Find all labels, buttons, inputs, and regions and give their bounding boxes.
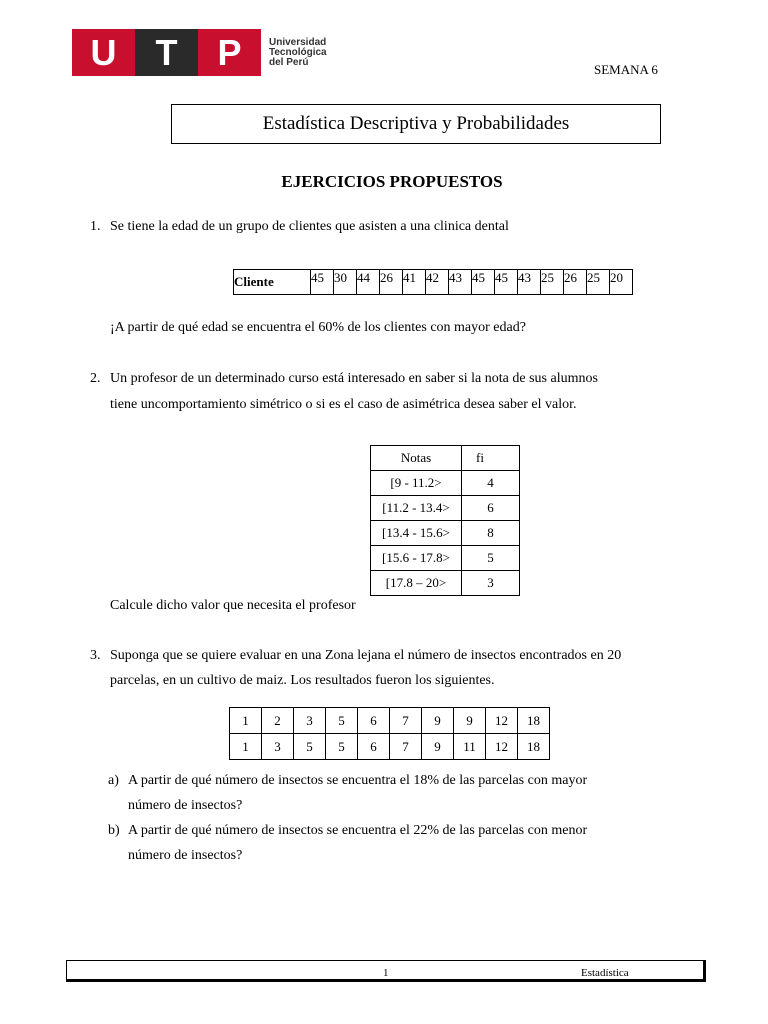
- q2-after: Calcule dicho valor que necesita el profesor: [110, 598, 356, 613]
- table-cell: 7: [390, 734, 422, 760]
- q3-a-line1: A partir de qué número de insectos se encuentra el 18% de las parcelas con mayor: [128, 773, 588, 788]
- q1-number: 1.: [90, 219, 101, 234]
- table-cell: 5: [326, 734, 358, 760]
- logo-line: Universidad: [269, 36, 327, 48]
- q3-b-label: b): [108, 823, 120, 838]
- table-cell: 42: [426, 270, 449, 295]
- table-header-cell: Notas: [371, 446, 462, 471]
- table-cell: 5: [462, 546, 520, 571]
- q3-number: 3.: [90, 648, 101, 663]
- week-label: SEMANA 6: [594, 62, 658, 77]
- q2-line1: Un profesor de un determinado curso está interesado en saber si la nota de sus alumnos: [110, 371, 598, 386]
- table-row: [234, 270, 633, 295]
- table-header-cell: fi: [462, 446, 520, 471]
- q1-question: ¡A partir de qué edad se encuentra el 60% de los clientes con mayor edad?: [110, 320, 526, 335]
- table-cell: 44: [357, 270, 380, 295]
- table-header-cell: Cliente: [234, 270, 311, 295]
- logo-letter-t: T: [135, 29, 198, 76]
- table-row: [371, 521, 520, 546]
- q3-line2: parcelas, en un cultivo de maiz. Los resultados fueron los siguientes.: [110, 673, 495, 688]
- table-cell: 12: [486, 734, 518, 760]
- table-cell: 43: [518, 270, 541, 295]
- section-heading: EJERCICIOS PROPUESTOS: [281, 172, 503, 191]
- table-cell: 9: [422, 708, 454, 734]
- table-cell: [15.6 - 17.8>: [371, 546, 462, 571]
- table-cell: 43: [449, 270, 472, 295]
- table-cell: 6: [358, 734, 390, 760]
- q3-line1: Suponga que se quiere evaluar en una Zona lejana el número de insectos encontrados en 20: [110, 648, 622, 663]
- table-row: [230, 734, 550, 760]
- table-cell: 45: [472, 270, 495, 295]
- table-cell: 41: [403, 270, 426, 295]
- table-cell: 3: [462, 571, 520, 596]
- table-cell: [9 - 11.2>: [371, 471, 462, 496]
- table-cell: [11.2 - 13.4>: [371, 496, 462, 521]
- page-number: 1: [383, 967, 389, 979]
- table-cell: 4: [462, 471, 520, 496]
- table-cell: [13.4 - 15.6>: [371, 521, 462, 546]
- table-cell: 25: [541, 270, 564, 295]
- table-cell: 1: [230, 734, 262, 760]
- table-cell: 9: [454, 708, 486, 734]
- table-cell: 7: [390, 708, 422, 734]
- table-cell: 5: [326, 708, 358, 734]
- page-footer: [66, 960, 706, 982]
- table-row: [371, 446, 520, 471]
- logo-line: Tecnológica: [269, 46, 327, 58]
- table-cell: 3: [294, 708, 326, 734]
- table-cell: 8: [462, 521, 520, 546]
- table-row: [230, 708, 550, 734]
- footer-text: Estadística: [581, 967, 629, 979]
- table-cell: 30: [334, 270, 357, 295]
- table-row: [371, 546, 520, 571]
- table-cell: 3: [262, 734, 294, 760]
- utp-logo: [72, 29, 327, 76]
- table-cell: 45: [311, 270, 334, 295]
- table-cell: 18: [518, 734, 550, 760]
- table-cell: 9: [422, 734, 454, 760]
- q3-a-label: a): [108, 773, 119, 788]
- q3-insects-table: [229, 707, 550, 760]
- logo-letter-p: P: [198, 29, 261, 76]
- logo-text: [269, 38, 327, 68]
- table-cell: 45: [495, 270, 518, 295]
- table-cell: 6: [358, 708, 390, 734]
- q3-b-line2: número de insectos?: [128, 848, 243, 863]
- table-cell: 11: [454, 734, 486, 760]
- table-row: [371, 496, 520, 521]
- logo-line: del Perú: [269, 56, 309, 68]
- q3-b-line1: A partir de qué número de insectos se encuentra el 22% de las parcelas con menor: [128, 823, 588, 838]
- course-title: Estadística Descriptiva y Probabilidades: [262, 113, 570, 134]
- table-cell: 25: [587, 270, 610, 295]
- q1-age-table: [233, 269, 633, 295]
- table-cell: 1: [230, 708, 262, 734]
- table-cell: 20: [610, 270, 633, 295]
- table-cell: 26: [380, 270, 403, 295]
- table-cell: [17.8 – 20>: [371, 571, 462, 596]
- q3-a-line2: número de insectos?: [128, 798, 243, 813]
- q1-text: Se tiene la edad de un grupo de clientes que asisten a una clinica dental: [110, 219, 509, 234]
- q2-frequency-table: [370, 445, 520, 596]
- q2-number: 2.: [90, 371, 101, 386]
- table-cell: 2: [262, 708, 294, 734]
- q2-line2: tiene uncomportamiento simétrico o si es el caso de asimétrica desea saber el valor.: [110, 397, 577, 412]
- table-cell: 6: [462, 496, 520, 521]
- table-cell: 18: [518, 708, 550, 734]
- table-cell: 5: [294, 734, 326, 760]
- table-cell: 12: [486, 708, 518, 734]
- table-row: [371, 471, 520, 496]
- course-title-box: [171, 104, 661, 144]
- table-row: [371, 571, 520, 596]
- logo-letter-u: U: [72, 29, 135, 76]
- table-cell: 26: [564, 270, 587, 295]
